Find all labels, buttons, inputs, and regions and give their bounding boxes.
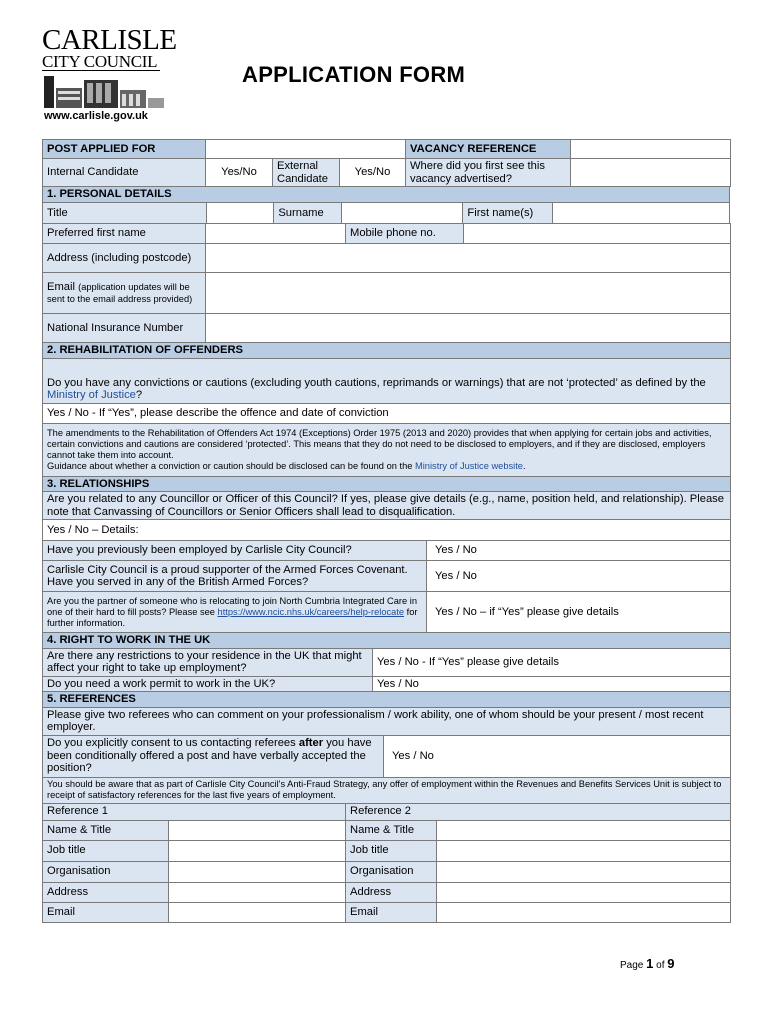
logo-url: www.carlisle.gov.uk xyxy=(44,110,148,122)
work-permit-answer[interactable]: Yes / No xyxy=(373,676,731,692)
page-title: APPLICATION FORM xyxy=(242,62,466,87)
convictions-question xyxy=(43,358,731,403)
ref2-job-label: Job title xyxy=(346,840,437,861)
council-logo xyxy=(42,24,177,122)
preferred-name-table xyxy=(42,223,731,244)
address-label: Address (including postcode) xyxy=(43,244,206,273)
ref1-name-input[interactable] xyxy=(169,820,346,840)
current-page: 1 xyxy=(646,956,654,971)
ref2-name-label: Name & Title xyxy=(346,820,437,840)
ref1-org-label: Organisation xyxy=(43,861,169,882)
section-3-heading: 3. RELATIONSHIPS xyxy=(43,476,731,492)
post-table xyxy=(42,139,731,187)
armed-forces-question: Carlisle City Council is a proud supporter of the Armed Forces Covenant. Have you served in any of the British Armed Forces? xyxy=(43,561,427,592)
guidance-text: Guidance about whether a conviction or caution should be disclosed can be found on the xyxy=(47,460,415,471)
ref1-email-input[interactable] xyxy=(169,902,346,922)
reference-1-label: Reference 1 xyxy=(43,803,346,820)
work-permit-question: Do you need a work permit to work in the UK? xyxy=(43,676,373,692)
ref1-name-label: Name & Title xyxy=(43,820,169,840)
right-to-work-table xyxy=(42,632,731,692)
convictions-text: Do you have any convictions or cautions (excluding youth cautions, reprimands or warnings) that are not ‘protected’ as defined by the xyxy=(47,376,706,389)
section-5-heading: 5. REFERENCES xyxy=(43,692,731,708)
ref1-address-label: Address xyxy=(43,882,169,902)
prev-employed-answer[interactable]: Yes / No xyxy=(427,541,731,561)
external-yes-no[interactable]: Yes/No xyxy=(340,159,406,187)
note-text: The amendments to the Rehabilitation of Offenders Act 1974 (Exceptions) Order 1975 (2013 and 2020) provides that when applying for certain jobs and activities, certain convictions and cautions are considered ‘protected’. This means that they do not need to be disclosed to employers, and if they are disclosed, employers cannot take them into account. xyxy=(47,427,712,460)
guidance-suffix: . xyxy=(522,460,526,471)
logo-line2: CITY COUNCIL xyxy=(42,54,160,71)
ref2-org-input[interactable] xyxy=(437,861,731,882)
ref2-email-input[interactable] xyxy=(437,902,731,922)
convictions-answer[interactable]: Yes / No - If “Yes”, please describe the offence and date of conviction xyxy=(43,403,731,423)
consent-answer[interactable]: Yes / No xyxy=(384,735,731,777)
ref2-address-input[interactable] xyxy=(437,882,731,902)
section-4-heading: 4. RIGHT TO WORK IN THE UK xyxy=(43,633,731,649)
logo-line1: CARLISLE xyxy=(42,24,177,56)
vacancy-ref-label: VACANCY REFERENCE xyxy=(406,140,571,159)
fraud-table xyxy=(42,777,731,804)
email-label: Email xyxy=(47,280,75,293)
ni-input[interactable] xyxy=(206,314,731,343)
ref1-job-label: Job title xyxy=(43,840,169,861)
post-applied-input[interactable] xyxy=(206,140,406,159)
external-candidate-label: External Candidate xyxy=(273,159,340,187)
surname-input[interactable] xyxy=(341,203,463,224)
prev-employed-question: Have you previously been employed by Carlisle City Council? xyxy=(43,541,427,561)
consent-text: Do you explicitly consent to us contacting referees xyxy=(47,737,299,750)
title-input[interactable] xyxy=(206,203,273,224)
application-form xyxy=(42,139,730,923)
consent-after: after xyxy=(298,737,324,750)
references-intro: Please give two referees who can comment on your professionalism / work ability, one of whom should be your present / most recent employer. xyxy=(43,707,731,735)
title-label: Title xyxy=(43,203,207,224)
consent-table xyxy=(42,735,731,778)
preferred-name-input[interactable] xyxy=(206,224,346,244)
referee-table xyxy=(42,803,731,923)
reference-2-label: Reference 2 xyxy=(346,803,731,820)
partner-suffix: for further information. xyxy=(47,606,418,628)
page-label: Page xyxy=(620,960,644,971)
relationship-question: Are you related to any Councillor or Officer of this Council? If yes, please give details (e.g., name, position held, and relationship). Please note that Canvassing of Councillors or Senior Officers shall lead to disqualification. xyxy=(43,492,731,520)
mobile-input[interactable] xyxy=(464,224,731,244)
internal-candidate-label: Internal Candidate xyxy=(43,159,206,187)
section-1-heading: 1. PERSONAL DETAILS xyxy=(43,187,730,203)
relocate-link[interactable]: https://www.ncic.nhs.uk/careers/help-relocate xyxy=(217,606,405,617)
ref1-address-input[interactable] xyxy=(169,882,346,902)
post-applied-label: POST APPLIED FOR xyxy=(43,140,206,159)
employment-table xyxy=(42,540,731,633)
where-seen-input[interactable] xyxy=(571,159,731,187)
personal-details-table xyxy=(42,186,730,224)
mobile-label: Mobile phone no. xyxy=(346,224,464,244)
address-input[interactable] xyxy=(206,244,731,273)
first-names-label: First name(s) xyxy=(463,203,553,224)
consent-question xyxy=(43,735,384,777)
contact-table xyxy=(42,243,731,343)
ref1-job-input[interactable] xyxy=(169,840,346,861)
references-table xyxy=(42,691,731,736)
total-pages: 9 xyxy=(667,956,675,971)
moj-link[interactable]: Ministry of Justice xyxy=(47,389,136,401)
restrictions-answer[interactable]: Yes / No - If “Yes” please give details xyxy=(373,648,731,676)
preferred-name-label: Preferred first name xyxy=(43,224,206,244)
ref2-email-label: Email xyxy=(346,902,437,922)
relationships-table xyxy=(42,476,731,542)
civic-centre-building-icon xyxy=(44,70,166,110)
of-label: of xyxy=(656,960,665,971)
email-note: (application updates will be sent to the email address provided) xyxy=(47,281,193,304)
restrictions-question: Are there any restrictions to your residence in the UK that might affect your right to take up employment? xyxy=(43,648,373,676)
where-seen-label: Where did you first see this vacancy advertised? xyxy=(406,159,571,187)
consent-suffix: you have been conditionally offered a post and have verbally accepted the position? xyxy=(47,737,372,775)
relationship-details[interactable]: Yes / No – Details: xyxy=(43,520,731,541)
ni-label: National Insurance Number xyxy=(43,314,206,343)
ref2-name-input[interactable] xyxy=(437,820,731,840)
vacancy-ref-input[interactable] xyxy=(571,140,731,159)
rehabilitation-table xyxy=(42,342,731,477)
partner-question xyxy=(43,592,427,633)
page-number xyxy=(620,956,675,971)
ref2-address-label: Address xyxy=(346,882,437,902)
moj-website-link[interactable]: Ministry of Justice website xyxy=(415,460,523,471)
email-label-cell xyxy=(43,273,206,314)
armed-forces-answer[interactable]: Yes / No xyxy=(427,561,731,592)
partner-answer[interactable]: Yes / No – if “Yes” please give details xyxy=(427,592,731,633)
first-names-input[interactable] xyxy=(552,203,729,224)
section-2-heading: 2. REHABILITATION OF OFFENDERS xyxy=(43,343,731,359)
partner-text: Are you the partner of someone who is relocating to join North Cumbria Integrated Care in one of their hard to fill posts? Please see xyxy=(47,595,418,617)
ref2-job-input[interactable] xyxy=(437,840,731,861)
ref2-org-label: Organisation xyxy=(346,861,437,882)
internal-yes-no[interactable]: Yes/No xyxy=(206,159,273,187)
ref1-org-input[interactable] xyxy=(169,861,346,882)
email-input[interactable] xyxy=(206,273,731,314)
anti-fraud-note: You should be aware that as part of Carlisle City Council's Anti-Fraud Strategy, any offer of employment within the Revenues and Benefits Services Unit is subject to receipt of satisfactory references for the last five years of employment. xyxy=(43,777,731,803)
rehabilitation-note xyxy=(43,423,731,476)
ref1-email-label: Email xyxy=(43,902,169,922)
convictions-suffix: ? xyxy=(135,389,143,401)
surname-label: Surname xyxy=(274,203,341,224)
